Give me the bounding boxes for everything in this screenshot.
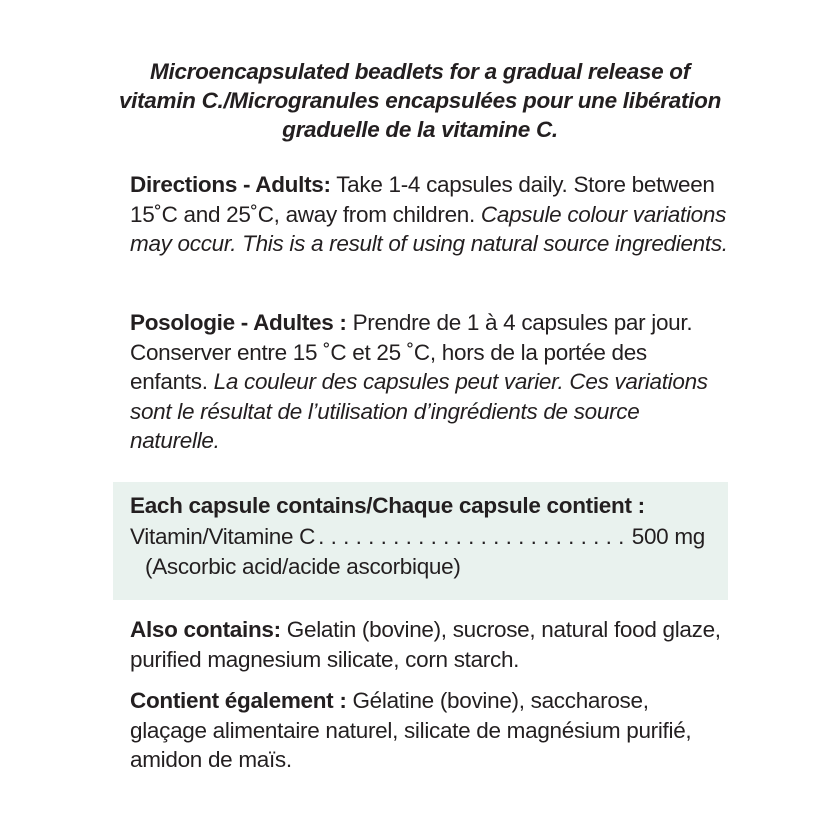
ingredient-amount: 500 mg — [631, 524, 705, 549]
directions-note: Capsule colour variations may occur. This is a result of using natural source ingredients. — [130, 201, 728, 256]
ingredient-name: Vitamin/Vitamine C — [130, 524, 316, 549]
also-contains-text: Gelatin (bovine), sucrose, natural food glaze, purified magnesium silicate, corn starch. — [130, 617, 721, 672]
directions-label: Directions - Adults: — [130, 172, 331, 197]
directions-text: Take 1-4 capsules daily. Store between 15˚C and 25˚C, away from children. — [130, 172, 715, 227]
also-contains-label: Also contains: — [130, 617, 281, 642]
capsule-contents-box — [113, 482, 728, 600]
ingredient-row — [130, 524, 705, 550]
contient-section — [130, 686, 730, 775]
also-contains-section — [130, 615, 730, 674]
ingredient-source: (Ascorbic acid/acide ascorbique) — [145, 554, 461, 579]
posologie-section — [130, 308, 730, 456]
directions-section — [130, 170, 730, 259]
contient-label: Contient également : — [130, 688, 347, 713]
posologie-label: Posologie - Adultes : — [130, 310, 347, 335]
contient-text: Gélatine (bovine), saccharose, glaçage alimentaire naturel, silicate de magnésium purifié, amidon de maïs. — [130, 688, 692, 772]
intro-text: Microencapsulated beadlets for a gradual release of vitamin C./Microgranules encapsulées pour une libération graduelle de la vitamine C. — [118, 59, 722, 142]
posologie-text: Prendre de 1 à 4 capsules par jour. Conserver entre 15 ˚C et 25 ˚C, hors de la portée des enfants. — [130, 310, 693, 394]
contents-heading: Each capsule contains/Chaque capsule contient : — [130, 493, 645, 518]
leader-dots — [318, 524, 629, 550]
posologie-note: La couleur des capsules peut varier. Ces variations sont le résultat de l’utilisation d’ingrédients de source naturelle. — [130, 369, 708, 453]
